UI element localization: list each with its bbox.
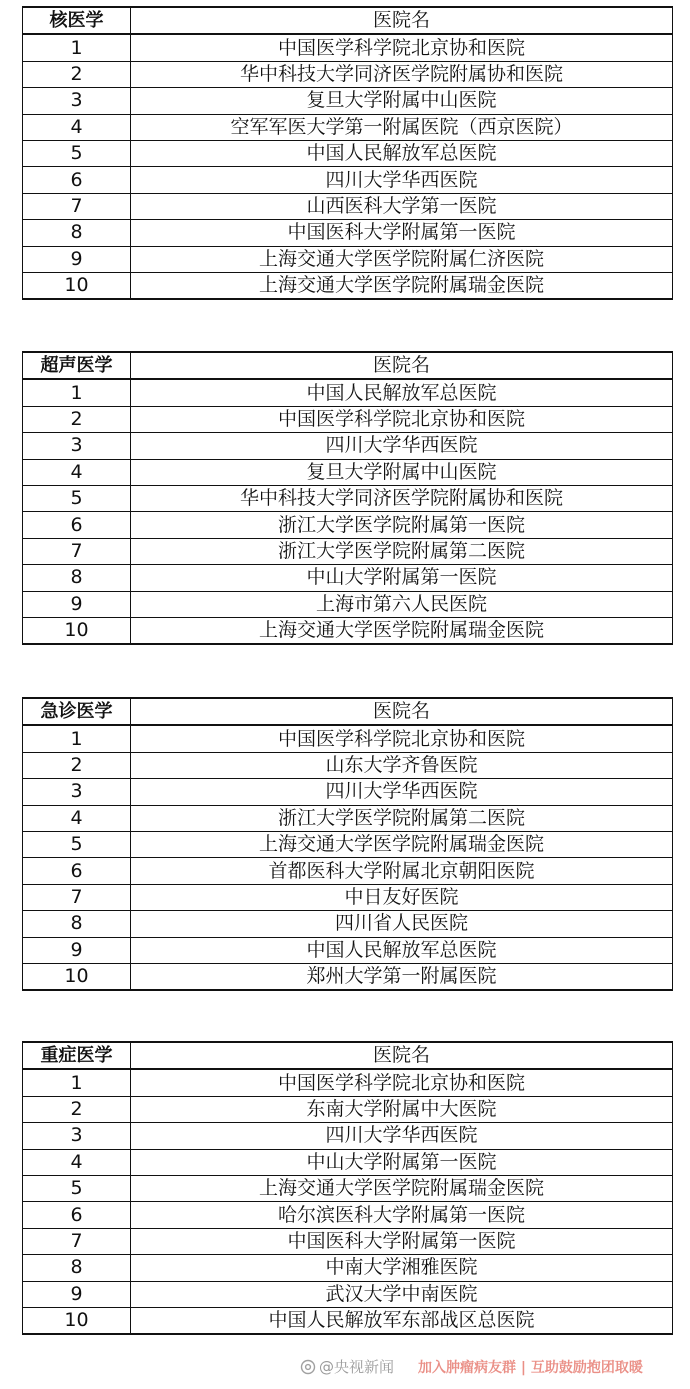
rank-cell: 9 (23, 246, 131, 272)
rank-cell: 3 (23, 779, 131, 805)
hospital-cell: 华中科技大学同济医学院附属协和医院 (131, 485, 673, 511)
hospital-cell: 中国医学科学院北京协和医院 (131, 1069, 673, 1096)
table-row (23, 884, 673, 910)
hospital-cell: 空军军医大学第一附属医院（西京医院） (131, 114, 673, 140)
specialty-title: 核医学 (23, 7, 131, 34)
table-row (23, 61, 673, 87)
table-row (23, 1307, 673, 1334)
table-row (23, 34, 673, 61)
hospital-cell: 上海交通大学医学院附属仁济医院 (131, 246, 673, 272)
table-header-row (23, 1042, 673, 1069)
table-row (23, 779, 673, 805)
hospital-cell: 东南大学附属中大医院 (131, 1096, 673, 1122)
hospital-cell: 上海交通大学医学院附属瑞金医院 (131, 1175, 673, 1201)
rank-cell: 8 (23, 220, 131, 246)
table-row (23, 831, 673, 857)
table-row (23, 1202, 673, 1228)
specialty-title: 超声医学 (23, 352, 131, 379)
hospital-cell: 郑州大学第一附属医院 (131, 963, 673, 990)
hospital-cell: 山东大学齐鲁医院 (131, 752, 673, 778)
promo-watermark: 加入肿瘤病友群 | 互助鼓励抱团取暖 (418, 1360, 643, 1376)
rank-cell: 7 (23, 1228, 131, 1254)
rank-cell: 7 (23, 538, 131, 564)
hospital-cell: 中国人民解放军东部战区总医院 (131, 1307, 673, 1334)
rank-cell: 3 (23, 1123, 131, 1149)
rank-cell: 2 (23, 61, 131, 87)
table-row (23, 512, 673, 538)
rank-cell: 2 (23, 752, 131, 778)
weibo-at-icon (300, 1359, 316, 1375)
hospital-cell: 哈尔滨医科大学附属第一医院 (131, 1202, 673, 1228)
hospital-cell: 中国人民解放军总医院 (131, 140, 673, 166)
hospital-name-header: 医院名 (131, 698, 673, 725)
hospital-cell: 武汉大学中南医院 (131, 1281, 673, 1307)
hospital-cell: 浙江大学医学院附属第二医院 (131, 538, 673, 564)
hospital-cell: 中日友好医院 (131, 884, 673, 910)
hospital-cell: 四川大学华西医院 (131, 167, 673, 193)
table-row (23, 1123, 673, 1149)
table-row (23, 1175, 673, 1201)
table-row (23, 88, 673, 114)
table-row (23, 1069, 673, 1096)
hospital-cell: 中国人民解放军总医院 (131, 379, 673, 406)
table-row (23, 1228, 673, 1254)
footer-watermarks (0, 1352, 690, 1382)
hospital-cell: 首都医科大学附属北京朝阳医院 (131, 858, 673, 884)
table-row (23, 193, 673, 219)
table-row (23, 1096, 673, 1122)
table-row (23, 911, 673, 937)
table-row (23, 272, 673, 299)
table-row (23, 565, 673, 591)
rank-cell: 1 (23, 1069, 131, 1096)
specialty-title: 重症医学 (23, 1042, 131, 1069)
rank-cell: 2 (23, 1096, 131, 1122)
rank-cell: 5 (23, 140, 131, 166)
rank-cell: 9 (23, 1281, 131, 1307)
hospital-cell: 四川大学华西医院 (131, 779, 673, 805)
table-header-row (23, 698, 673, 725)
rank-cell: 9 (23, 591, 131, 617)
hospital-cell: 中南大学湘雅医院 (131, 1255, 673, 1281)
rank-cell: 5 (23, 831, 131, 857)
table-row (23, 858, 673, 884)
rank-cell: 9 (23, 937, 131, 963)
hospital-cell: 复旦大学附属中山医院 (131, 88, 673, 114)
ranking-table-emergency-medicine (22, 697, 673, 991)
table-row (23, 752, 673, 778)
table-row (23, 379, 673, 406)
hospital-cell: 中山大学附属第一医院 (131, 1149, 673, 1175)
hospital-cell: 四川大学华西医院 (131, 433, 673, 459)
rank-cell: 6 (23, 858, 131, 884)
rank-cell: 5 (23, 485, 131, 511)
hospital-cell: 上海交通大学医学院附属瑞金医院 (131, 272, 673, 299)
weibo-watermark (300, 1356, 394, 1377)
table-row (23, 167, 673, 193)
rank-cell: 4 (23, 459, 131, 485)
hospital-name-header: 医院名 (131, 7, 673, 34)
hospital-cell: 上海交通大学医学院附属瑞金医院 (131, 831, 673, 857)
hospital-name-header: 医院名 (131, 352, 673, 379)
table-row (23, 1281, 673, 1307)
rank-cell: 4 (23, 805, 131, 831)
table-row (23, 617, 673, 644)
hospital-cell: 浙江大学医学院附属第一医院 (131, 512, 673, 538)
rank-cell: 10 (23, 963, 131, 990)
table-row (23, 963, 673, 990)
rank-cell: 10 (23, 617, 131, 644)
rank-cell: 8 (23, 565, 131, 591)
rank-cell: 3 (23, 88, 131, 114)
table-header-row (23, 7, 673, 34)
hospital-cell: 中国医学科学院北京协和医院 (131, 406, 673, 432)
table-row (23, 1149, 673, 1175)
rank-cell: 5 (23, 1175, 131, 1201)
ranking-table-nuclear-medicine (22, 6, 673, 300)
hospital-cell: 浙江大学医学院附属第二医院 (131, 805, 673, 831)
hospital-cell: 中国医学科学院北京协和医院 (131, 725, 673, 752)
table-row (23, 459, 673, 485)
rank-cell: 7 (23, 193, 131, 219)
rank-cell: 3 (23, 433, 131, 459)
hospital-cell: 华中科技大学同济医学院附属协和医院 (131, 61, 673, 87)
weibo-watermark-text: @央视新闻 (319, 1358, 395, 1376)
hospital-name-header: 医院名 (131, 1042, 673, 1069)
rank-cell: 1 (23, 725, 131, 752)
hospital-cell: 复旦大学附属中山医院 (131, 459, 673, 485)
rank-cell: 4 (23, 114, 131, 140)
rank-cell: 2 (23, 406, 131, 432)
hospital-cell: 中国人民解放军总医院 (131, 937, 673, 963)
hospital-cell: 四川省人民医院 (131, 911, 673, 937)
table-row (23, 805, 673, 831)
table-row (23, 114, 673, 140)
table-row (23, 1255, 673, 1281)
table-row (23, 485, 673, 511)
hospital-cell: 山西医科大学第一医院 (131, 193, 673, 219)
hospital-cell: 上海交通大学医学院附属瑞金医院 (131, 617, 673, 644)
rank-cell: 10 (23, 1307, 131, 1334)
table-row (23, 591, 673, 617)
rank-cell: 7 (23, 884, 131, 910)
rank-cell: 10 (23, 272, 131, 299)
ranking-table-ultrasound-medicine (22, 351, 673, 645)
rank-cell: 4 (23, 1149, 131, 1175)
table-row (23, 937, 673, 963)
rank-cell: 1 (23, 34, 131, 61)
rank-cell: 6 (23, 167, 131, 193)
table-row (23, 140, 673, 166)
table-row (23, 406, 673, 432)
rank-cell: 8 (23, 1255, 131, 1281)
hospital-cell: 中国医学科学院北京协和医院 (131, 34, 673, 61)
rank-cell: 1 (23, 379, 131, 406)
table-row (23, 220, 673, 246)
ranking-table-critical-care-medicine (22, 1041, 673, 1335)
hospital-cell: 上海市第六人民医院 (131, 591, 673, 617)
hospital-cell: 中国医科大学附属第一医院 (131, 1228, 673, 1254)
hospital-cell: 中国医科大学附属第一医院 (131, 220, 673, 246)
rank-cell: 8 (23, 911, 131, 937)
table-row (23, 725, 673, 752)
hospital-cell: 中山大学附属第一医院 (131, 565, 673, 591)
table-row (23, 433, 673, 459)
specialty-title: 急诊医学 (23, 698, 131, 725)
rank-cell: 6 (23, 512, 131, 538)
hospital-cell: 四川大学华西医院 (131, 1123, 673, 1149)
table-row (23, 538, 673, 564)
table-header-row (23, 352, 673, 379)
table-row (23, 246, 673, 272)
rank-cell: 6 (23, 1202, 131, 1228)
